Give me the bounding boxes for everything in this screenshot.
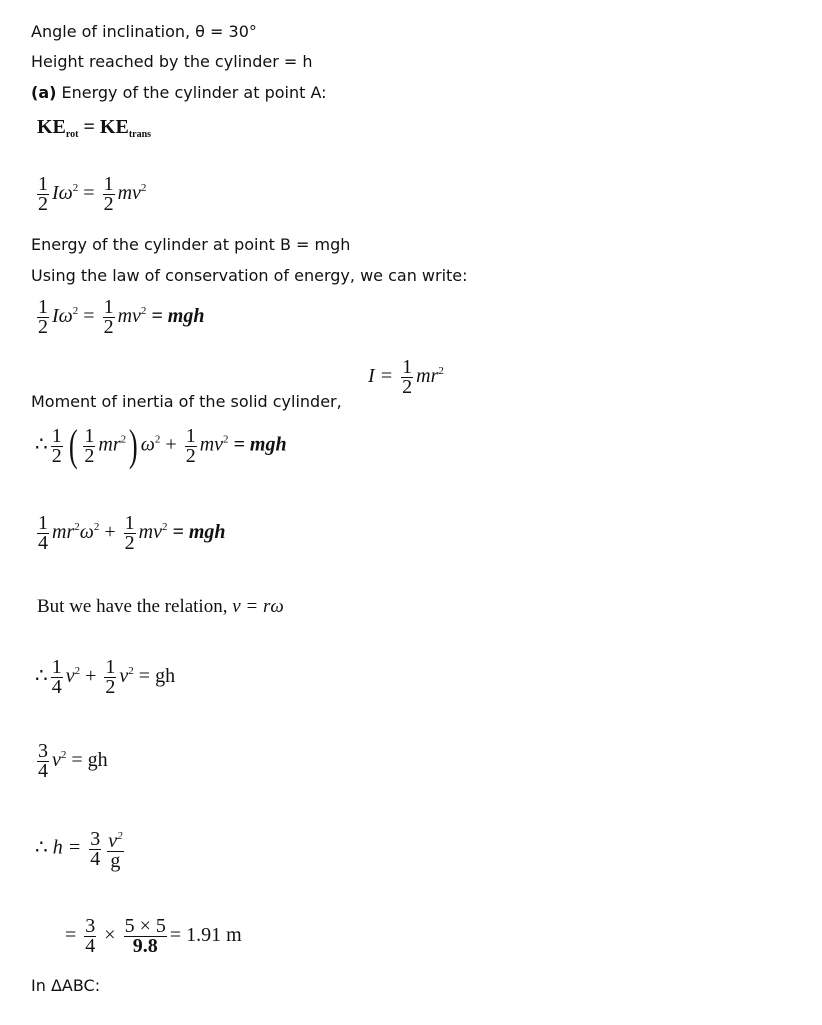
substituted-equation: ∴ $\frac{1}{2}$ ( $\frac{1}{2}$ $mr^2$) $\omega^2$ + $\frac{1}{2}$ $mv^2$ = mgh [35,421,287,470]
ke-equation [37,116,151,140]
result-equation: = $\frac{3}{4}$ × $\frac{5 \times 5}{9.8}$ = 1.91 m [65,915,242,957]
conservation-line: Using the law of conservation of energy, we can write: [31,266,468,285]
relation-line [37,596,284,618]
half-fraction: $\frac{1}{2}$ [38,173,48,215]
energy-equality: $\frac{1}{2}$ $I\omega^2$ = $\frac{1}{2}$ $mv^2$ [38,173,147,215]
part-a-text: Energy of the cylinder at point A: [56,83,327,102]
part-a-label: (a) [31,83,57,102]
ke-rot-sub: rot [65,129,79,140]
part-a-line [31,83,327,102]
eq-sign: = [83,116,95,138]
energy-b-line: Energy of the cylinder at point B = mgh [31,235,351,254]
triangle-line: In ΔABC: [31,976,101,995]
relation-eq: v = rω [232,596,284,617]
three-quarter-equation: $\frac{3}{4}$ $v^2$ = gh [38,740,108,782]
mgh: = mgh [151,305,205,328]
angle-line: Angle of inclination, θ = 30° [31,22,257,41]
ke-trans-sub: trans [128,129,152,140]
quarter-equation: $\frac{1}{4}$ $mr^2\omega^2$ + $\frac{1}{2}$ $mv^2$ = mgh [38,512,226,554]
moment-line: Moment of inertia of the solid cylinder, [31,392,342,411]
relation-text: But we have the relation, [37,596,233,617]
moment-equation: I = $\frac{1}{2}$ $mr^2$ [368,356,444,398]
i-omega: Iω [52,182,73,205]
result-value: = 1.91 m [169,924,242,947]
mv: mv [117,182,141,205]
ke-trans: KE [99,116,129,138]
height-equation: ∴ h = $\frac{3}{4}$ $\frac{v^2}{g}$ [35,827,123,872]
half-fraction-2: $\frac{1}{2}$ [103,173,114,215]
ke-rot: KE [37,116,66,138]
velocity-equation: ∴ $\frac{1}{4}$ $v^2$ + $\frac{1}{2}$ $v^2$ = gh [35,656,176,698]
height-line: Height reached by the cylinder = h [31,52,313,71]
conservation-equation: $\frac{1}{2}$ $I\omega^2$ = $\frac{1}{2}$ $mv^2$ = mgh [38,296,205,338]
